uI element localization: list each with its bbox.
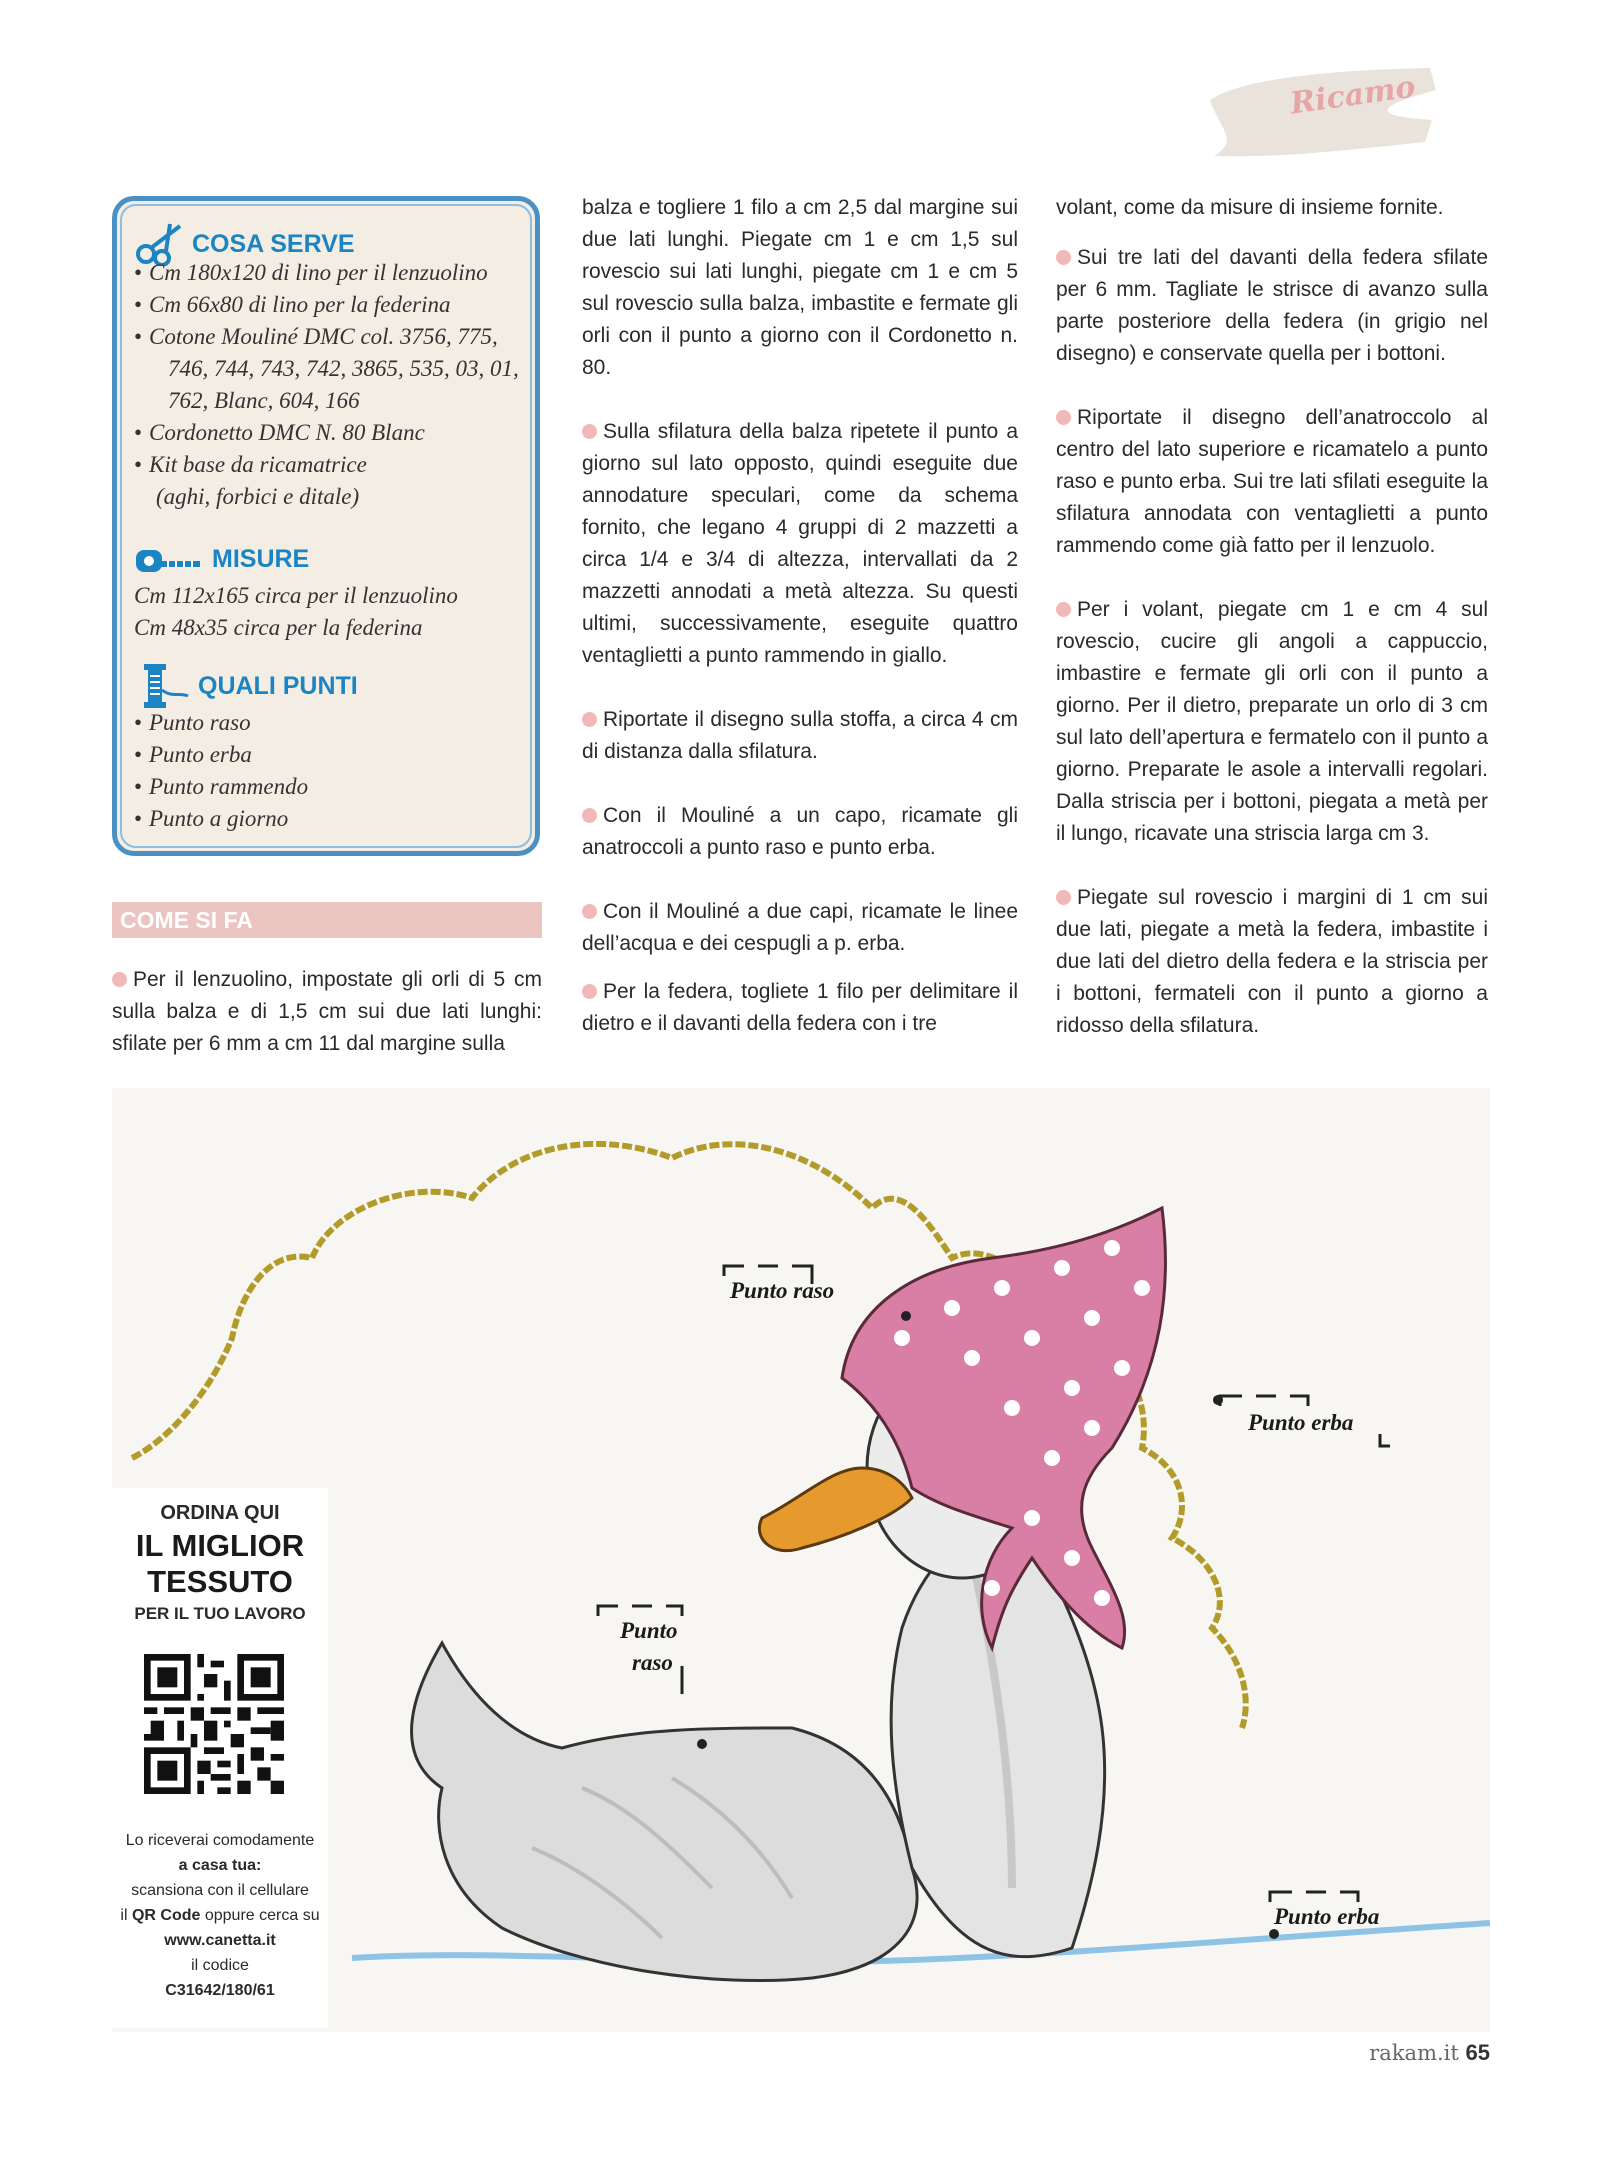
paragraph: volant, come da misure di insieme fornite. [1056, 196, 1444, 219]
qr-code[interactable] [144, 1654, 284, 1794]
bullet-dot [1056, 250, 1071, 265]
paragraph: Riportate il disegno dell’anatroccolo al centro del lato superiore e ricamatelo a punto raso e punto erba. Sui tre lati sfilati eseguite la sfilatura annodata con ventaglietti a punto rammendo come già fatto per il lenzuolo. [1056, 406, 1488, 557]
tape-measure-icon [134, 542, 204, 576]
order-info-line: a casa tua: [178, 1857, 262, 1874]
list-item: • Punto erba [134, 739, 534, 771]
thread-spool-icon [138, 662, 190, 710]
paragraph: Con il Mouliné a un capo, ricamate gli anatroccoli a punto raso e punto erba. [582, 804, 1018, 859]
list-item: • Cm 180x120 di lino per il lenzuolino [134, 257, 534, 289]
instructions-column-2 [582, 192, 1018, 1072]
list-item: 746, 744, 743, 742, 3865, 535, 03, 01, [168, 356, 519, 381]
order-info [112, 1828, 328, 2003]
website-link[interactable]: www.canetta.it [164, 1932, 276, 1949]
paragraph: Per i volant, piegate cm 1 e cm 4 sul rovescio, cucire gli angoli a cappuccio, imbastire e fermate gli orli con il punto a giorno. Per il dietro, preparate un orlo di 3 cm sul lato dell’apertura e fermatelo con il punto a giorno. Preparate le asole a intervalli regolari. Dalla striscia per i bottoni, piegata a metà per il lungo, ricavate una striscia larga cm 3. [1056, 598, 1488, 845]
come-si-fa-bar [112, 902, 542, 938]
bullet-dot [582, 712, 597, 727]
order-info-line: il [120, 1907, 128, 1924]
page-footer [1369, 2040, 1490, 2066]
list-item: (aghi, forbici e ditale) [156, 484, 360, 509]
label-punto-erba-water: Punto erba [1274, 1904, 1380, 1929]
order-subline: PER IL TUO LAVORO [134, 1604, 306, 1623]
misure-heading [134, 542, 309, 576]
order-info-line: il codice [191, 1957, 249, 1974]
quali-punti-title: QUALI PUNTI [198, 671, 358, 700]
label-punto-erba: Punto erba [1248, 1410, 1354, 1435]
paragraph: balza e togliere 1 filo a cm 2,5 dal margine sui due lati lunghi. Piegate cm 1 e cm 1,5 sul rovescio sui lati lunghi, piegate cm 1 e cm 5 sul rovescio sulla balza, imbastite e fermate gli orli con il punto a giorno con il Cordonetto n. 80. [582, 196, 1018, 379]
paragraph: Per la federa, togliete 1 filo per delimitare il dietro e il davanti della federa con i tre [582, 980, 1018, 1035]
instructions-column-1 [112, 964, 542, 1092]
bullet-dot [582, 808, 597, 823]
bullet-dot [112, 972, 127, 987]
list-item: 762, Blanc, 604, 166 [168, 388, 360, 413]
order-info-line: QR Code [131, 1907, 201, 1924]
page-number: 65 [1465, 2040, 1490, 2065]
paragraph: Per il lenzuolino, impostate gli orli di 5 cm sulla balza e di 1,5 cm sui due lati lunghi: sfilate per 6 mm a cm 11 dal margine sulla [112, 968, 542, 1055]
bullet-dot [1056, 410, 1071, 425]
come-si-fa-title: COME SI FA [120, 907, 253, 933]
bullet-dot [1056, 890, 1071, 905]
stitches-list [134, 707, 534, 835]
paragraph: Con il Mouliné a due capi, ricamate le linee dell’acqua e dei cespugli a p. erba. [582, 900, 1018, 955]
bullet-dot [582, 984, 597, 999]
bullet-dot [582, 904, 597, 919]
label-punto-raso-wing: raso [632, 1650, 673, 1675]
quali-punti-heading [138, 662, 358, 710]
list-item: • Kit base da ricamatrice [134, 449, 534, 481]
order-headline-line: IL MIGLIOR [135, 1528, 305, 1563]
product-code: C31642/180/61 [165, 1982, 275, 1999]
cosa-serve-title: COSA SERVE [192, 229, 355, 258]
bullet-dot [1056, 602, 1071, 617]
label-punto-raso: Punto raso [730, 1278, 835, 1303]
order-headline-line: TESSUTO [147, 1564, 293, 1599]
misure-line: Cm 112x165 circa per il lenzuolino [134, 583, 458, 608]
misure-line: Cm 48x35 circa per la federina [134, 615, 423, 640]
order-line: ORDINA QUI [160, 1502, 280, 1524]
label-punto-raso-wing: Punto [620, 1618, 678, 1643]
list-item: • Cm 66x80 di lino per la federina [134, 289, 534, 321]
materials-list [134, 257, 534, 513]
footer-site: rakam.it [1369, 2041, 1459, 2065]
list-item: • Cotone Mouliné DMC col. 3756, 775, [134, 321, 534, 353]
paragraph: Sulla sfilatura della balza ripetete il punto a giorno sul lato opposto, quindi eseguite due annodature speculari, come da schema fornito, che legano 4 gruppi di 2 mazzetti a circa 1/4 e 3/4 di altezza, intervallati da 2 mazzetti annodati a metà altezza. Su questi ultimi, successivamente, eseguite quattro ventaglietti a punto rammendo in giallo. [582, 420, 1018, 667]
paragraph: Riportate il disegno sulla stoffa, a circa 4 cm di distanza dalla sfilatura. [582, 708, 1018, 763]
order-headline [112, 1528, 328, 1600]
order-box [112, 1488, 328, 2028]
paragraph: Sui tre lati del davanti della federa sfilate per 6 mm. Tagliate le strisce di avanzo sulla parte posteriore della federa (in grigio nel disegno) e conservate quella per i bottoni. [1056, 246, 1488, 365]
order-info-line: scansiona con il cellulare [131, 1882, 309, 1899]
order-info-line: oppure cerca su [204, 1907, 320, 1924]
paragraph: Piegate sul rovescio i margini di 1 cm sui due lati, piegate a metà la federa, imbastite i due lati del dietro della federa e la striscia per i bottoni, fermateli con il punto a giorno a ridosso della sfilatura. [1056, 886, 1488, 1037]
list-item: • Cordonetto DMC N. 80 Blanc [134, 417, 534, 449]
list-item: • Punto a giorno [134, 803, 534, 835]
instructions-column-3 [1056, 192, 1488, 1074]
misure-title: MISURE [212, 544, 310, 573]
list-item: • Punto raso [134, 707, 534, 739]
order-info-line: Lo riceverai comodamente [125, 1832, 315, 1849]
section-tag: Ricamo [1288, 69, 1418, 122]
bullet-dot [582, 424, 597, 439]
list-item: • Punto rammendo [134, 771, 534, 803]
